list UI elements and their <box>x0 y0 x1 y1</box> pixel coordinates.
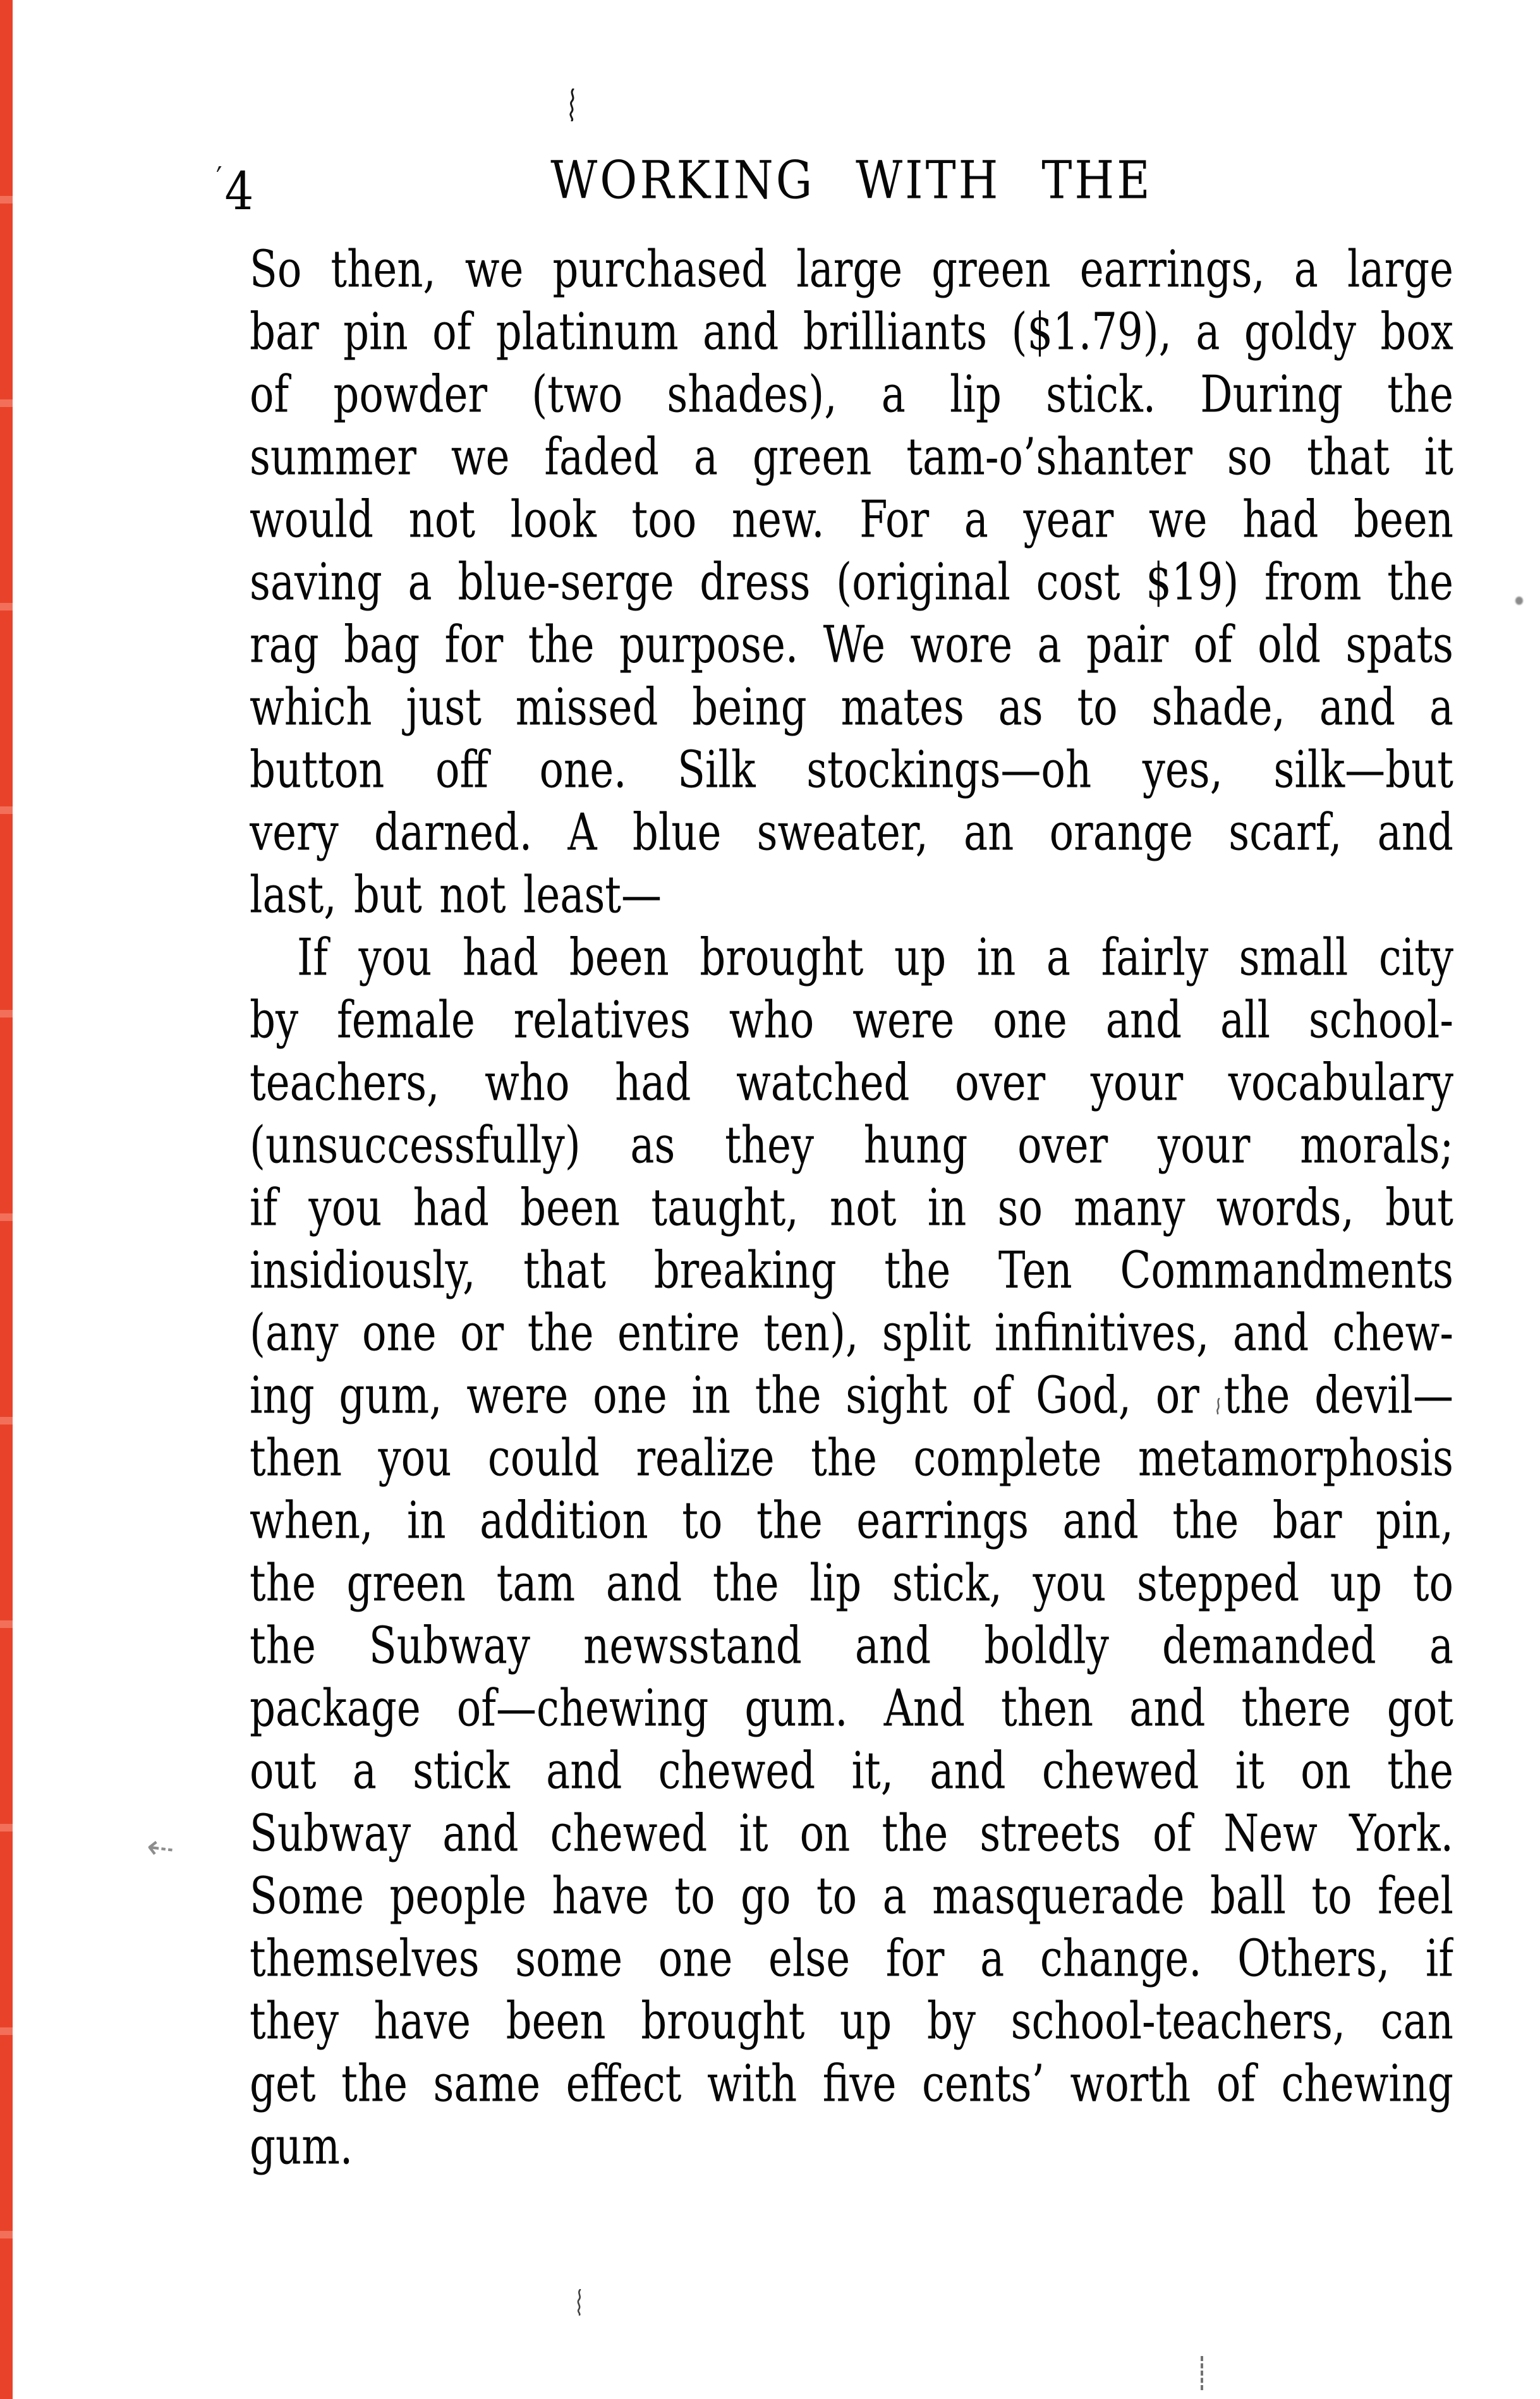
text-line: they have been brought up by school-teachers, can <box>250 1992 1453 2051</box>
text-line: out a stick and chewed it, and chewed it on the <box>250 1742 1453 1801</box>
text-line: So then, we purchased large green earrings, a large <box>250 240 1453 300</box>
ink-squiggle-bottom-icon <box>575 2289 584 2316</box>
ink-squiggle-top-icon <box>567 88 578 121</box>
ink-dot-right-margin <box>1515 597 1523 605</box>
text-line: the green tam and the lip stick, you stepped up to <box>250 1554 1453 1613</box>
text-line: by female relatives who were one and all school- <box>250 991 1453 1050</box>
text-line: (unsuccessfully) as they hung over your morals; <box>250 1116 1453 1175</box>
text-line: button off one. Silk stockings—oh yes, silk—but <box>250 741 1453 800</box>
text-line: Some people have to go to a masquerade ball to feel <box>250 1867 1453 1926</box>
text-line: then you could realize the complete metamorphosis <box>250 1429 1453 1488</box>
text-line: insidiously, that breaking the Ten Commandments <box>250 1241 1453 1301</box>
text-line: bar pin of platinum and brilliants ($1.79), a goldy box <box>250 303 1453 362</box>
text-line: ing gum, were one in the sight of God, or the devil— <box>250 1366 1453 1426</box>
text-line: teachers, who had watched over your vocabulary <box>250 1054 1453 1113</box>
text-line: themselves some one else for a change. Others, if <box>250 1929 1453 1989</box>
text-line: saving a blue-serge dress (original cost $19) from the <box>250 553 1453 612</box>
page-edge-red-strip <box>0 0 13 2399</box>
text-line: when, in addition to the earrings and the bar pin, <box>250 1491 1453 1551</box>
folio <box>216 147 253 223</box>
text-line: the Subway newsstand and boldly demanded a <box>250 1617 1453 1676</box>
page-number: 4 <box>224 160 254 222</box>
text-line: rag bag for the purpose. We wore a pair of old spats <box>250 616 1453 675</box>
body-text <box>250 239 1453 2178</box>
text-line: If you had been brought up in a fairly small city <box>297 928 1453 988</box>
text-line: which just missed being mates as to shade, and a <box>250 678 1453 738</box>
ink-tick-mark: ′ <box>216 160 222 197</box>
text-line: if you had been taught, not in so many words, but <box>250 1179 1453 1238</box>
text-line: of powder (two shades), a lip stick. During the <box>250 365 1453 425</box>
pencil-arrow-icon: ⇠ <box>144 1827 177 1869</box>
ink-tick-below-line-icon <box>1215 1398 1222 1414</box>
text-line: get the same effect with five cents’ worth of chewing <box>250 2055 1453 2114</box>
text-line: very darned. A blue sweater, an orange scarf, and <box>250 803 1453 863</box>
text-line: (any one or the entire ten), split infinitives, and chew- <box>250 1304 1453 1363</box>
ink-dashes-bottom-right <box>1201 2356 1203 2390</box>
running-header: WORKING WITH THE <box>550 149 1153 210</box>
text-line: last, but not least— <box>250 866 662 925</box>
text-line: would not look too new. For a year we had been <box>250 490 1453 550</box>
text-line: summer we faded a green tam-o’shanter so that it <box>250 428 1453 487</box>
text-line: package of—chewing gum. And then and there got <box>250 1679 1453 1739</box>
text-line: gum. <box>250 2117 353 2177</box>
text-line: Subway and chewed it on the streets of New York. <box>250 1804 1453 1864</box>
